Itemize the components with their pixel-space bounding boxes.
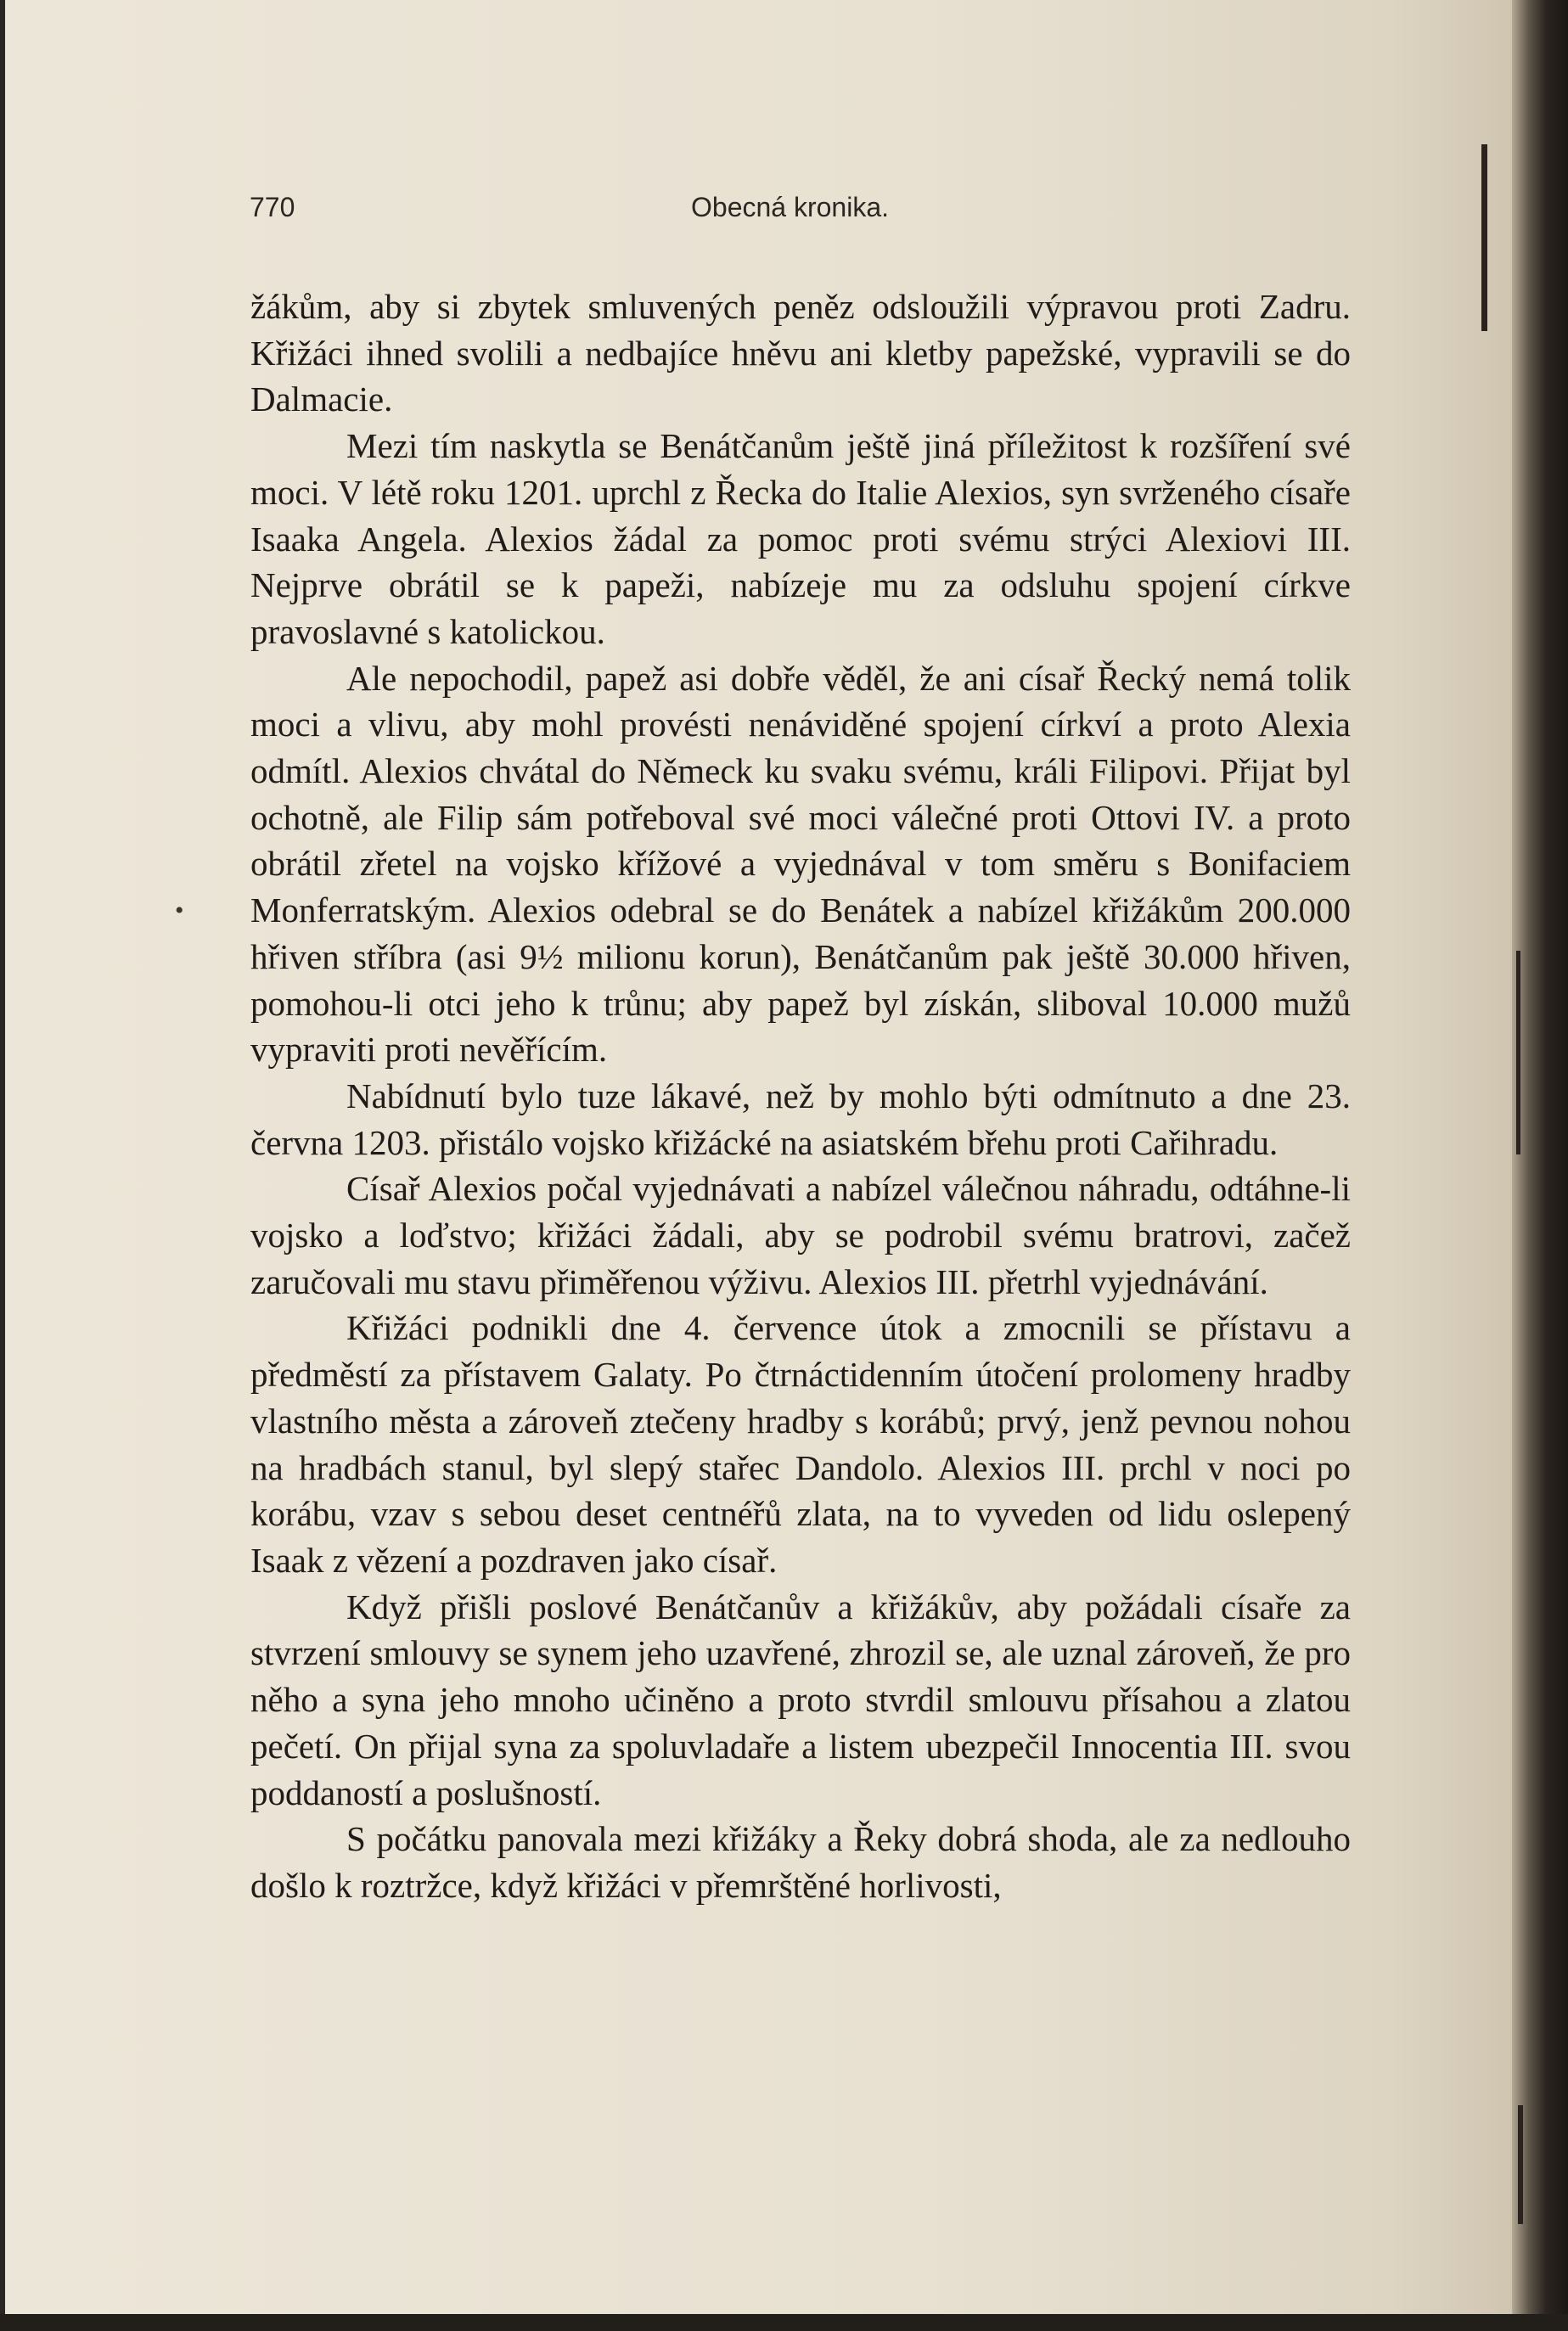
gutter-shadow [1516,951,1520,1154]
paragraph: Když přišli poslové Benátčanův a křižákův, aby požádali císaře za stvrzení smlouvy se synem jeho uzavřené, zhrozil se, ale uznal zároveň, že pro něho a syna jeho mnoho učiněno a proto stvrdil smlouvu přísahou a zlatou pečetí. On přijal syna za spoluvladaře a listem ubezpečil Innocentia III. svou poddaností a poslušností. [250,1587,1351,1812]
running-title: Obecná kronika. [691,192,890,222]
paragraph: Ale nepochodil, papež asi dobře věděl, že ani císař Řecký nemá tolik moci a vlivu, aby mohl provésti nenáviděné spojení církví a proto Alexia odmítl. Alexios chvátal do Německ ku svaku svému, králi Filipovi. Přijat byl ochotně, ale Filip sám potřeboval své moci válečné proti Ottovi IV. a proto obrátil zřetel na vojsko křížové a vyjednával v tom směru s Bonifaciem Monferratským. Alexios odebral se do Benátek a nabízel křižákům 200.000 hřiven stříbra (asi 9½ milionu korun), Benátčanům pak ještě 30.000 hřiven, pomohou-li otci jeho k trůnu; aby papež byl získán, sliboval 10.000 mužů vypraviti proti nevěřícím. [250,658,1351,1070]
book-gutter [1512,0,1568,2331]
gutter-shadow [1481,144,1487,331]
paragraph: Křižáci podnikli dne 4. července útok a zmocnili se přístavu a předměstí za přístavem Galaty. Po čtrnáctidenním útočení prolomeny hradby vlastního města a zároveň ztečeny hradby s korábů; prvý, jenž pevnou nohou na hradbách stanul, byl slepý stařec Dandolo. Alexios III. prchl v noci po korábu, vzav s sebou deset centnéřů zlata, na to vyveden od lidu oslepený Isaak z vězení a pozdraven jako císař. [250,1308,1351,1580]
scanned-page [5,0,1512,2316]
paragraph: S počátku panovala mezi křižáky a Řeky dobrá shoda, ale za nedlouho došlo k roztržce, když křižáci v přemrštěné horlivosti, [250,1819,1351,1905]
gutter-shadow [1518,2105,1523,2224]
margin-dot: • [175,896,184,924]
paragraph: Císař Alexios počal vyjednávati a nabízel válečnou náhradu, odtáhne-li vojsko a loďstvo; křižáci žádali, aby se podrobil svému bratrovi, začež zaručovali mu stavu přiměřenou výživu. Alexios III. přetrhl vyjednávání. [250,1169,1351,1301]
paragraph: Nabídnutí bylo tuze lákavé, než by mohlo býti odmítnuto a dne 23. června 1203. přistálo vojsko křižácké na asiatském břehu proti Cařihradu. [250,1076,1351,1162]
paragraph: žákům, aby si zbytek smluvených peněz odsloužili výpravou proti Zadru. Křižáci ihned svolili a nedbajíce hněvu ani kletby papežské, vypravili se do Dalmacie. [250,287,1351,419]
paragraph: Mezi tím naskytla se Benátčanům ještě jiná příležitost k rozšíření své moci. V létě roku 1201. uprchl z Řecka do Italie Alexios, syn svrženého císaře Isaaka Angela. Alexios žádal za pomoc proti svému strýci Alexiovi III. Nejprve obrátil se k papeži, nabízeje mu za odsluhu spojení církve pravoslavné s katolickou. [250,426,1351,651]
page-number: 770 [250,192,295,222]
text-body [250,284,1351,1909]
running-head [250,192,1353,226]
scan-bottom-edge [0,2314,1568,2331]
